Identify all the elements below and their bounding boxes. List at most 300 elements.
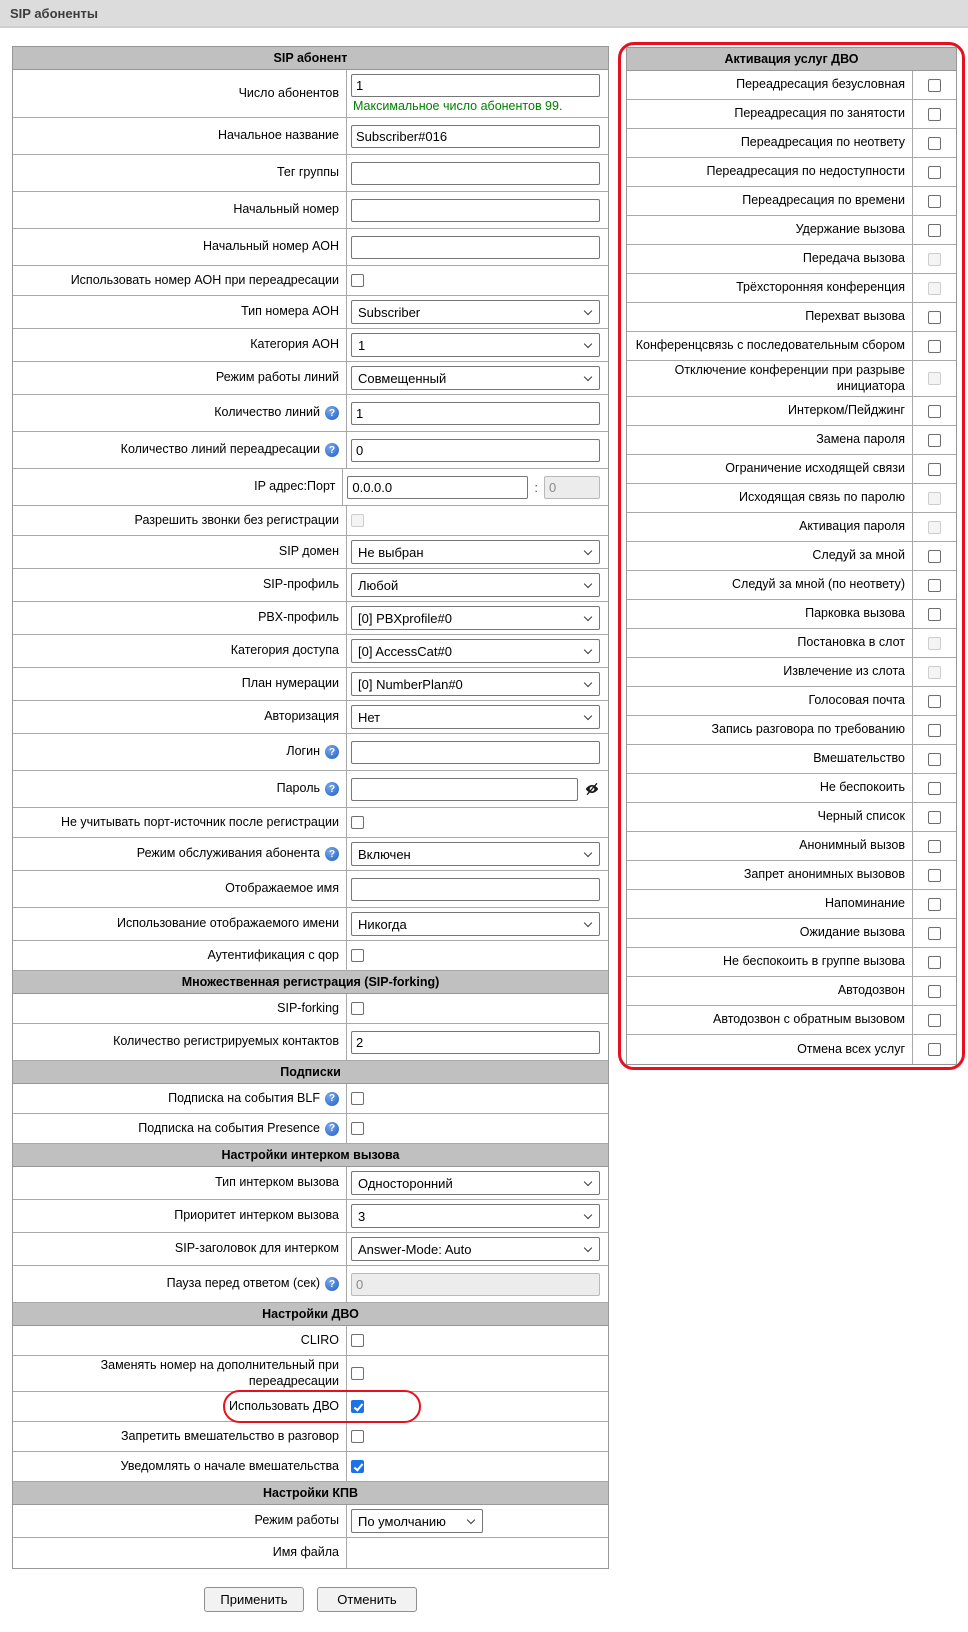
field-label-cell xyxy=(13,838,347,870)
field-label: Заменять номер на дополнительный при переадресации xyxy=(100,1358,339,1388)
field-row xyxy=(13,1114,608,1144)
select-input[interactable] xyxy=(351,1204,600,1228)
service-label: Переадресация по занятости xyxy=(734,106,905,121)
service-checkbox-cell xyxy=(912,484,956,512)
field-label: Подписка на события BLF xyxy=(168,1090,320,1105)
help-icon[interactable] xyxy=(325,406,339,420)
service-checkbox-cell xyxy=(912,332,956,360)
checkbox[interactable] xyxy=(351,1460,364,1473)
service-checkbox-cell xyxy=(912,658,956,686)
service-label: Ожидание вызова xyxy=(799,925,905,940)
field-label-cell xyxy=(13,118,347,154)
select-input[interactable] xyxy=(351,366,600,390)
service-checkbox-cell xyxy=(912,571,956,599)
service-checkbox-cell xyxy=(912,919,956,947)
dvo-services-panel xyxy=(626,47,957,1065)
select-input[interactable] xyxy=(351,333,600,357)
field-label-cell xyxy=(13,1266,347,1302)
service-checkbox-cell xyxy=(912,803,956,831)
service-checkbox xyxy=(928,492,941,505)
field-label-cell xyxy=(13,432,347,468)
checkbox[interactable] xyxy=(351,1002,364,1015)
service-checkbox-cell xyxy=(912,1035,956,1064)
checkbox[interactable] xyxy=(351,1400,364,1413)
field-control-cell xyxy=(347,602,608,634)
select-value: Subscriber xyxy=(358,304,421,320)
field-label: Количество линий переадресации xyxy=(120,442,320,457)
field-row xyxy=(13,506,608,536)
service-row xyxy=(627,187,956,216)
service-label: Напоминание xyxy=(825,896,905,911)
select-value: Не выбран xyxy=(358,544,424,560)
field-label-cell xyxy=(13,1326,347,1355)
service-checkbox-cell xyxy=(912,687,956,715)
select-value: Совмещенный xyxy=(358,370,447,386)
field-control-cell xyxy=(347,771,608,807)
password-input[interactable] xyxy=(351,778,578,801)
field-row xyxy=(13,635,608,668)
service-checkbox[interactable] xyxy=(928,840,941,853)
service-row xyxy=(627,861,956,890)
service-label: Постановка в слот xyxy=(797,635,905,650)
dvo-services-rows xyxy=(627,71,956,1064)
field-label: Запретить вмешательство в разговор xyxy=(120,1428,339,1443)
checkbox[interactable] xyxy=(351,274,364,287)
help-icon[interactable] xyxy=(325,1122,339,1136)
service-checkbox-cell xyxy=(912,977,956,1005)
field-label-cell xyxy=(13,808,347,837)
field-control-cell xyxy=(347,1356,608,1391)
service-checkbox[interactable] xyxy=(928,1043,941,1056)
select-input[interactable] xyxy=(351,672,600,696)
field-control-cell xyxy=(347,1392,608,1421)
service-row xyxy=(627,600,956,629)
service-label: Запись разговора по требованию xyxy=(711,722,905,737)
field-label: SIP-профиль xyxy=(262,577,339,592)
select-value: По умолчанию xyxy=(358,1513,446,1529)
text-input[interactable] xyxy=(351,402,600,425)
service-row xyxy=(627,629,956,658)
service-label: Анонимный вызов xyxy=(799,838,905,853)
service-label: Перехват вызова xyxy=(805,309,905,324)
field-row xyxy=(13,296,608,329)
service-row xyxy=(627,774,956,803)
field-label: Категория АОН xyxy=(250,337,339,352)
service-row xyxy=(627,129,956,158)
field-control-cell xyxy=(347,1326,608,1355)
service-checkbox[interactable] xyxy=(928,985,941,998)
service-checkbox[interactable] xyxy=(928,782,941,795)
field-label: Подписка на события Presence xyxy=(138,1120,320,1135)
service-row xyxy=(627,1006,956,1035)
field-row xyxy=(13,1392,608,1422)
field-control-cell xyxy=(347,908,608,940)
help-icon[interactable] xyxy=(325,782,339,796)
field-control-cell xyxy=(347,1084,608,1113)
checkbox[interactable] xyxy=(351,1430,364,1443)
field-label: Приоритет интерком вызова xyxy=(174,1208,339,1223)
select-input[interactable] xyxy=(351,639,600,663)
field-label-cell xyxy=(13,1167,347,1199)
chevron-down-icon xyxy=(584,612,592,620)
field-label: Отображаемое имя xyxy=(225,881,339,896)
service-row xyxy=(627,919,956,948)
field-label-cell xyxy=(13,1452,347,1481)
field-row xyxy=(13,569,608,602)
help-icon[interactable] xyxy=(325,1277,339,1291)
field-label-cell xyxy=(13,1084,347,1113)
field-label: Использовать ДВО xyxy=(228,1398,339,1413)
service-row xyxy=(627,571,956,600)
field-label-cell xyxy=(13,536,347,568)
field-label: Режим обслуживания абонента xyxy=(136,846,320,861)
field-row xyxy=(13,701,608,734)
service-label: Автодозвон с обратным вызовом xyxy=(713,1012,905,1027)
field-control-cell xyxy=(347,229,608,265)
field-row xyxy=(13,229,608,266)
field-label: Пароль xyxy=(276,781,320,796)
service-checkbox[interactable] xyxy=(928,608,941,621)
service-label: Интерком/Пейджинг xyxy=(787,403,905,418)
text-input[interactable] xyxy=(351,741,600,764)
field-row xyxy=(13,155,608,192)
service-label: Удержание вызова xyxy=(795,222,905,237)
service-checkbox[interactable] xyxy=(928,108,941,121)
field-control-cell xyxy=(347,668,608,700)
chevron-down-icon xyxy=(584,918,592,926)
chevron-down-icon xyxy=(584,645,592,653)
service-row xyxy=(627,716,956,745)
select-value: [0] PBXprofile#0 xyxy=(358,610,452,626)
service-checkbox-cell xyxy=(912,890,956,918)
field-label-cell xyxy=(13,229,347,265)
text-input[interactable] xyxy=(351,199,600,222)
field-row xyxy=(13,1538,608,1568)
chevron-down-icon xyxy=(584,1210,592,1218)
field-control-cell xyxy=(347,1233,608,1265)
select-input[interactable] xyxy=(351,1171,600,1195)
service-row xyxy=(627,303,956,332)
select-input[interactable] xyxy=(351,573,600,597)
service-row xyxy=(627,832,956,861)
service-row xyxy=(627,158,956,187)
ip-address-input[interactable] xyxy=(347,476,528,499)
chevron-down-icon xyxy=(584,1243,592,1251)
service-checkbox[interactable] xyxy=(928,311,941,324)
select-input[interactable] xyxy=(351,1509,483,1533)
field-label: Число абонентов xyxy=(238,85,339,100)
text-input[interactable] xyxy=(351,878,600,901)
field-row xyxy=(13,1200,608,1233)
service-label: Активация пароля xyxy=(799,519,905,534)
field-row xyxy=(13,994,608,1024)
section-header: Настройки КПВ xyxy=(13,1482,608,1505)
field-row xyxy=(13,908,608,941)
field-label-cell xyxy=(13,1538,347,1568)
field-row xyxy=(13,941,608,971)
select-value: [0] NumberPlan#0 xyxy=(358,676,463,692)
field-row xyxy=(13,192,608,229)
help-icon[interactable] xyxy=(325,745,339,759)
field-label: Начальный номер АОН xyxy=(203,239,339,254)
field-control-cell xyxy=(347,155,608,191)
service-label: Голосовая почта xyxy=(808,693,905,708)
service-checkbox xyxy=(928,253,941,266)
field-label: Начальный номер xyxy=(233,202,339,217)
service-checkbox[interactable] xyxy=(928,956,941,969)
service-label: Запрет анонимных вызовов xyxy=(743,867,905,882)
service-row xyxy=(627,455,956,484)
service-checkbox-cell xyxy=(912,71,956,99)
service-label: Не беспокоить xyxy=(819,780,905,795)
select-value: Нет xyxy=(358,709,381,725)
text-input[interactable] xyxy=(351,162,600,185)
field-label: Пауза перед ответом (сек) xyxy=(166,1276,320,1291)
checkbox[interactable] xyxy=(351,949,364,962)
select-value: [0] AccessCat#0 xyxy=(358,643,452,659)
service-row xyxy=(627,948,956,977)
service-row xyxy=(627,803,956,832)
service-checkbox-cell xyxy=(912,158,956,186)
field-label-cell xyxy=(13,1200,347,1232)
field-label-cell xyxy=(13,602,347,634)
service-label: Трёхсторонняя конференция xyxy=(736,280,905,295)
field-label: Режим работы xyxy=(254,1513,339,1528)
field-label-cell xyxy=(13,908,347,940)
field-row xyxy=(13,266,608,296)
service-checkbox[interactable] xyxy=(928,898,941,911)
field-row xyxy=(13,1266,608,1303)
service-label: Переадресация по неответу xyxy=(740,135,905,150)
field-control-cell xyxy=(347,1024,608,1060)
field-label-cell xyxy=(13,668,347,700)
service-checkbox-cell xyxy=(912,600,956,628)
text-input[interactable] xyxy=(351,236,600,259)
service-row xyxy=(627,397,956,426)
field-label: Разрешить звонки без регистрации xyxy=(134,512,339,527)
service-row xyxy=(627,274,956,303)
select-value: Answer-Mode: Auto xyxy=(358,1241,472,1257)
field-control-cell xyxy=(347,994,608,1023)
checkbox[interactable] xyxy=(351,1092,364,1105)
service-label: Извлечение из слота xyxy=(783,664,905,679)
text-input[interactable] xyxy=(351,439,600,462)
field-row xyxy=(13,771,608,808)
service-checkbox[interactable] xyxy=(928,869,941,882)
text-input[interactable] xyxy=(351,125,600,148)
field-label-cell xyxy=(13,1505,347,1537)
service-checkbox[interactable] xyxy=(928,724,941,737)
field-control-cell xyxy=(343,469,608,505)
field-label-cell xyxy=(13,1392,347,1421)
field-control-cell xyxy=(347,808,608,837)
field-label-cell xyxy=(13,70,347,117)
service-label: Парковка вызова xyxy=(805,606,905,621)
field-label: Использовать номер АОН при переадресации xyxy=(70,272,339,287)
field-label: SIP-заголовок для интерком xyxy=(174,1241,339,1256)
field-label: Категория доступа xyxy=(230,643,339,658)
field-control-cell xyxy=(347,1167,608,1199)
select-value: Никогда xyxy=(358,916,407,932)
select-input[interactable] xyxy=(351,705,600,729)
select-value: Любой xyxy=(358,577,399,593)
text-input xyxy=(351,1273,600,1296)
chevron-down-icon xyxy=(584,711,592,719)
service-checkbox[interactable] xyxy=(928,137,941,150)
field-row xyxy=(13,1422,608,1452)
field-row xyxy=(13,536,608,569)
service-label: Черный список xyxy=(817,809,905,824)
service-checkbox[interactable] xyxy=(928,927,941,940)
field-control-cell xyxy=(347,296,608,328)
field-label: CLIRO xyxy=(300,1332,339,1347)
field-control-cell xyxy=(347,362,608,394)
service-checkbox xyxy=(928,666,941,679)
service-label: Отключение конференции при разрыве инициатора xyxy=(674,363,905,393)
checkbox[interactable] xyxy=(351,1122,364,1135)
field-label-cell xyxy=(13,771,347,807)
chevron-down-icon xyxy=(584,678,592,686)
service-row xyxy=(627,542,956,571)
select-input[interactable] xyxy=(351,606,600,630)
service-checkbox[interactable] xyxy=(928,79,941,92)
select-input[interactable] xyxy=(351,912,600,936)
field-label-cell xyxy=(13,635,347,667)
field-control-cell xyxy=(347,70,608,117)
service-checkbox-cell xyxy=(912,245,956,273)
text-input[interactable] xyxy=(351,74,600,97)
service-checkbox[interactable] xyxy=(928,463,941,476)
service-checkbox[interactable] xyxy=(928,166,941,179)
help-icon[interactable] xyxy=(325,443,339,457)
chevron-down-icon xyxy=(584,339,592,347)
page-header xyxy=(0,0,968,28)
service-checkbox[interactable] xyxy=(928,1014,941,1027)
section-header: Настройки интерком вызова xyxy=(13,1144,608,1167)
checkbox[interactable] xyxy=(351,1367,364,1380)
checkbox[interactable] xyxy=(351,1334,364,1347)
field-label-cell xyxy=(13,395,347,431)
port-input xyxy=(544,476,600,499)
service-checkbox-cell xyxy=(912,187,956,215)
service-label: Отмена всех услуг xyxy=(797,1041,905,1056)
text-input[interactable] xyxy=(351,1031,600,1054)
service-checkbox[interactable] xyxy=(928,695,941,708)
chevron-down-icon xyxy=(584,372,592,380)
service-checkbox[interactable] xyxy=(928,195,941,208)
field-row xyxy=(13,668,608,701)
service-row xyxy=(627,658,956,687)
service-checkbox[interactable] xyxy=(928,811,941,824)
field-label: Количество регистрируемых контактов xyxy=(113,1034,339,1049)
help-icon[interactable] xyxy=(325,847,339,861)
main-content xyxy=(0,28,968,1569)
chevron-down-icon xyxy=(584,1177,592,1185)
field-control-cell xyxy=(347,701,608,733)
field-label-cell xyxy=(13,1233,347,1265)
field-control-cell xyxy=(347,734,608,770)
apply-button[interactable]: Применить xyxy=(204,1587,304,1612)
field-row xyxy=(13,1356,608,1392)
service-checkbox-cell xyxy=(912,1006,956,1034)
field-label-cell xyxy=(13,569,347,601)
service-checkbox[interactable] xyxy=(928,405,941,418)
field-control-cell xyxy=(347,192,608,228)
chevron-down-icon xyxy=(467,1516,475,1524)
field-label: SIP-forking xyxy=(277,1000,339,1015)
service-checkbox-cell xyxy=(912,774,956,802)
service-row xyxy=(627,745,956,774)
field-label: Логин xyxy=(286,744,320,759)
select-value: 3 xyxy=(358,1208,366,1224)
service-label: Вмешательство xyxy=(813,751,905,766)
service-checkbox xyxy=(928,372,941,385)
field-label-cell xyxy=(13,266,347,295)
field-row xyxy=(13,1167,608,1200)
service-row xyxy=(627,687,956,716)
cancel-button[interactable]: Отменить xyxy=(317,1587,417,1612)
select-value: 1 xyxy=(358,337,366,353)
field-label: Использование отображаемого имени xyxy=(116,916,339,931)
field-control-cell xyxy=(347,1266,608,1302)
sip-subscriber-rows xyxy=(13,70,608,1568)
field-label: Тип номера АОН xyxy=(241,304,339,319)
service-checkbox[interactable] xyxy=(928,579,941,592)
service-checkbox[interactable] xyxy=(928,753,941,766)
select-value: Включен xyxy=(358,846,411,862)
field-control-cell xyxy=(347,1538,608,1568)
service-row xyxy=(627,484,956,513)
service-checkbox[interactable] xyxy=(928,434,941,447)
checkbox[interactable] xyxy=(351,816,364,829)
service-label: Следуй за мной (по неответу) xyxy=(732,577,905,592)
select-input[interactable] xyxy=(351,540,600,564)
service-checkbox[interactable] xyxy=(928,550,941,563)
field-label-cell xyxy=(13,506,347,535)
service-checkbox[interactable] xyxy=(928,340,941,353)
field-control-cell xyxy=(347,635,608,667)
field-control-cell xyxy=(347,1452,608,1481)
service-checkbox-cell xyxy=(912,716,956,744)
service-checkbox[interactable] xyxy=(928,224,941,237)
chevron-down-icon xyxy=(584,579,592,587)
field-control-cell xyxy=(347,432,608,468)
eye-slash-icon[interactable] xyxy=(584,782,600,796)
service-checkbox-cell xyxy=(912,455,956,483)
field-label-cell xyxy=(13,1422,347,1451)
service-row xyxy=(627,100,956,129)
service-checkbox xyxy=(928,521,941,534)
service-label: Переадресация по недоступности xyxy=(706,164,905,179)
field-row xyxy=(13,1326,608,1356)
service-checkbox-cell xyxy=(912,832,956,860)
chevron-down-icon xyxy=(584,848,592,856)
field-label-cell xyxy=(13,362,347,394)
help-icon[interactable] xyxy=(325,1092,339,1106)
field-label: IP адрес:Порт xyxy=(254,479,336,494)
field-hint: Максимальное число абонентов 99. xyxy=(353,99,563,113)
service-row xyxy=(627,71,956,100)
field-label: Количество линий xyxy=(214,405,320,420)
service-row xyxy=(627,361,956,397)
field-label-cell xyxy=(13,1114,347,1143)
service-checkbox-cell xyxy=(912,129,956,157)
service-row xyxy=(627,332,956,361)
select-input[interactable] xyxy=(351,1237,600,1261)
select-input[interactable] xyxy=(351,300,600,324)
select-input[interactable] xyxy=(351,842,600,866)
service-label: Замена пароля xyxy=(816,432,905,447)
